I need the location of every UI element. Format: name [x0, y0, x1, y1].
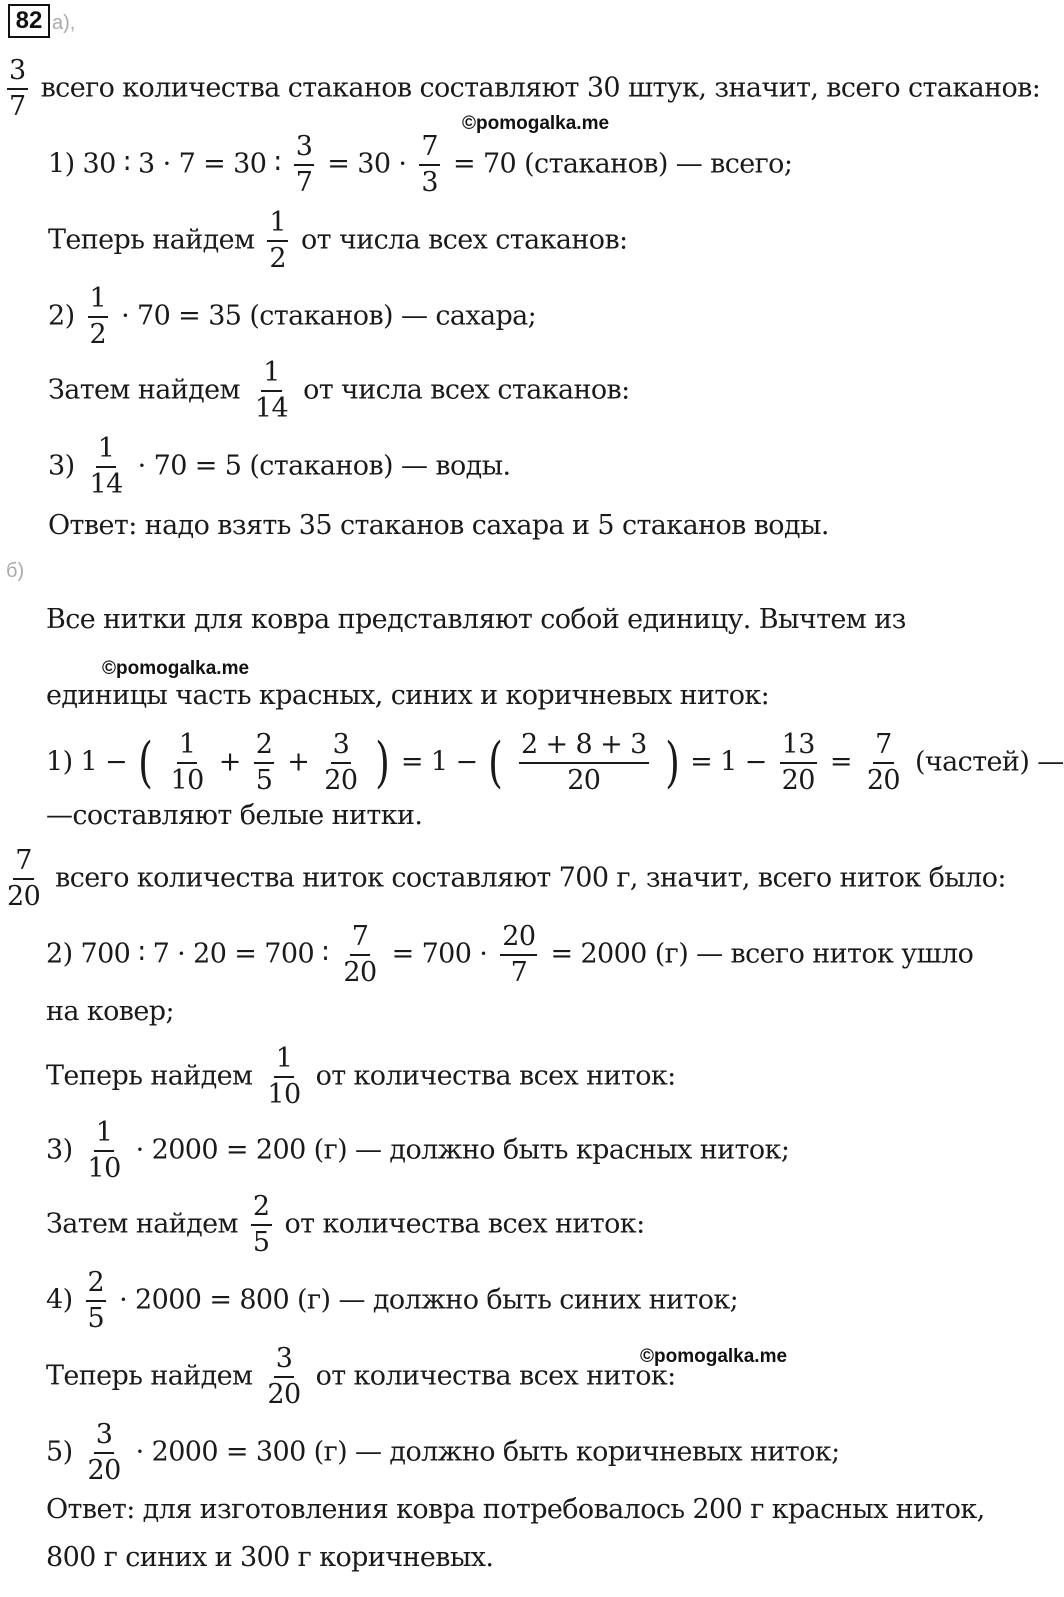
b-step-3: 3) $\frac{1}{10}$ · 2000 = 200 (г) — должно быть красных ниток; — [46, 1117, 790, 1184]
a-step-2: 2) $\frac{1}{2}$ · 70 = 35 (стаканов) — сахара; — [48, 283, 537, 350]
part-a-label: а), — [52, 12, 76, 34]
fraction: $\frac{1}{10}$ — [87, 1117, 121, 1184]
part-b-label: б) — [6, 560, 25, 582]
fraction: $\frac{1}{14}$ — [89, 433, 123, 500]
fraction: $\frac{13}{20}$ — [781, 729, 815, 796]
b-intro-1: Все нитки для ковра представляют собой единицу. Вычтем из — [46, 604, 906, 635]
a-find-fourteenth: Затем найдем $\frac{1}{14}$ от числа всех стаканов: — [48, 357, 630, 424]
watermark: ©pomogalka.me — [640, 1346, 788, 1367]
watermark: ©pomogalka.me — [102, 658, 250, 679]
fraction: $\frac{1}{2}$ — [269, 207, 286, 274]
right-paren: ) — [375, 731, 390, 794]
left-paren: ( — [488, 731, 503, 794]
b-find-three-twentieths: Теперь найдем $\frac{3}{20}$ от количества всех ниток: — [46, 1343, 676, 1410]
fraction: $\frac{3}{7}$ — [295, 131, 313, 198]
fraction: $\frac{7}{20}$ — [866, 729, 901, 796]
fraction: $\frac{3}{7}$ — [9, 55, 26, 122]
fraction: $\frac{7}{20}$ — [7, 845, 41, 912]
b-find-two-fifths: Затем найдем $\frac{2}{5}$ от количества всех ниток: — [46, 1191, 645, 1258]
fraction: $\frac{2}{5}$ — [255, 729, 273, 796]
left-paren: ( — [138, 731, 153, 794]
problem-number: 82 — [8, 4, 50, 38]
fraction: $\frac{1}{14}$ — [254, 357, 289, 424]
b-find-tenth: Теперь найдем $\frac{1}{10}$ от количества всех ниток: — [46, 1043, 676, 1110]
a-step-1: 1) 30 ∶ 3 · 7 = 30 ∶ $\frac{3}{7}$ = 30 · $\frac{7}{3}$ = 70 (стаканов) — всего; — [48, 131, 793, 198]
a-intro-text: всего количества стаканов составляют 30 штук, значит, всего стаканов: — [40, 72, 1041, 104]
a-find-half: Теперь найдем $\frac{1}{2}$ от числа всех стаканов: — [48, 207, 628, 274]
b-step-2: 2) 700 ∶ 7 · 20 = 700 ∶ $\frac{7}{20}$ = 700 · $\frac{20}{7}$ = 2000 (г) — всего ниток ушло — [46, 921, 974, 988]
fraction: $\frac{3}{20}$ — [267, 1343, 301, 1410]
fraction: $\frac{7}{3}$ — [421, 131, 438, 198]
fraction: $\frac{3}{20}$ — [324, 729, 358, 796]
b-step-1: 1) 1 − ( $\frac{1}{10}$ + $\frac{2}{5}$ + $\frac{3}{20}$ ) = 1 − ( $\frac{2 + 8 + 3}{20}$ ) = 1 − $\frac{13}{20}$ = $\frac{7}{20}$ (частей) — — [46, 729, 1064, 796]
fraction: $\frac{1}{10}$ — [267, 1043, 301, 1110]
fraction: $\frac{3}{20}$ — [87, 1419, 121, 1486]
a-step-3: 3) $\frac{1}{14}$ · 70 = 5 (стаканов) — воды. — [48, 433, 511, 500]
fraction: $\frac{20}{7}$ — [502, 921, 536, 988]
b-answer-2: 800 г синих и 300 г коричневых. — [46, 1542, 494, 1573]
fraction: $\frac{7}{20}$ — [343, 921, 377, 988]
fraction: $\frac{1}{2}$ — [89, 283, 107, 350]
b-step-5: 5) $\frac{3}{20}$ · 2000 = 300 (г) — должно быть коричневых ниток; — [46, 1419, 840, 1486]
right-paren: ) — [664, 731, 680, 794]
b-answer-1: Ответ: для изготовления ковра потребовалось 200 г красных ниток, — [46, 1494, 985, 1525]
b-intro-2: единицы часть красных, синих и коричневых ниток: — [46, 680, 770, 711]
b-step-2-cont: на ковер; — [46, 996, 174, 1027]
fraction: $\frac{2 + 8 + 3}{20}$ — [520, 729, 647, 796]
b-step-4: 4) $\frac{2}{5}$ · 2000 = 800 (г) — должно быть синих ниток; — [46, 1267, 739, 1334]
fraction: $\frac{2}{5}$ — [87, 1267, 105, 1334]
b-step-1-cont: —составляют белые нитки. — [46, 800, 423, 831]
a-answer: Ответ: надо взять 35 стаканов сахара и 5 стаканов воды. — [48, 510, 829, 541]
fraction: $\frac{2}{5}$ — [252, 1191, 270, 1258]
watermark: ©pomogalka.me — [462, 113, 610, 134]
fraction: $\frac{1}{10}$ — [170, 729, 204, 796]
b-frac-line: $\frac{7}{20}$ всего количества ниток составляют 700 г, значит, всего ниток было: — [7, 845, 1006, 912]
